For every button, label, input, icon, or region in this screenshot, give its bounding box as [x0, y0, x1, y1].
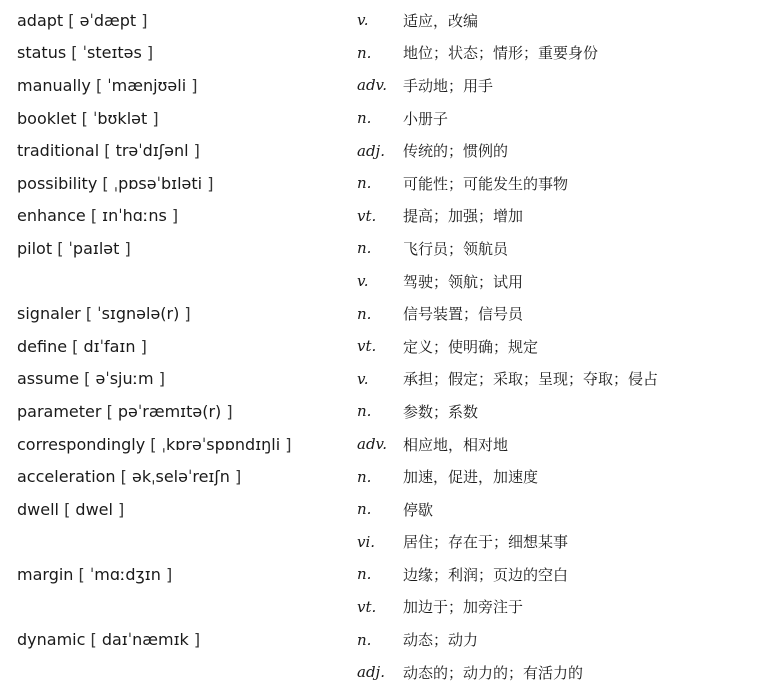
part-of-speech: n.	[357, 239, 372, 258]
headword: dwell	[17, 499, 59, 519]
vocab-entry	[0, 493, 768, 526]
phonetic: ˌkɒrəˈspɒndɪŋli	[161, 434, 281, 454]
part-of-speech: n.	[357, 467, 372, 486]
vocab-entry	[0, 297, 768, 330]
headword-cell: booklet [ ˈbʊklət ]	[17, 108, 159, 128]
vocab-entry	[0, 37, 768, 70]
headword: enhance	[17, 206, 86, 226]
headword-cell: adapt [ əˈdæpt ]	[17, 10, 148, 30]
headword-cell: manually [ ˈmænjʊəli ]	[17, 75, 198, 95]
part-of-speech: adj.	[357, 141, 385, 160]
meaning: 加边于；加旁注于	[403, 598, 524, 617]
vocab-entry	[0, 330, 768, 363]
meaning: 信号装置；信号员	[403, 305, 524, 324]
phonetic: ˈmænjʊəli	[107, 75, 187, 95]
headword: margin	[17, 564, 74, 584]
headword-cell: dwell [ dwel ]	[17, 499, 125, 519]
vocab-entry	[0, 102, 768, 135]
headword-cell: status [ ˈsteɪtəs ]	[17, 43, 154, 63]
vocab-entry	[0, 363, 768, 396]
vocab-entry	[0, 232, 768, 265]
part-of-speech: n.	[357, 304, 372, 323]
meaning: 可能性；可能发生的事物	[403, 174, 569, 193]
headword: assume	[17, 369, 80, 389]
part-of-speech: n.	[357, 109, 372, 128]
phonetic: əkˌseləˈreɪʃn	[131, 467, 230, 487]
headword-cell: pilot [ ˈpaɪlət ]	[17, 238, 131, 258]
vocab-entry-continued	[0, 591, 768, 624]
part-of-speech: vt.	[357, 597, 377, 616]
phonetic: ɪnˈhɑːns	[102, 206, 167, 226]
headword: parameter	[17, 401, 102, 421]
phonetic: ˌpɒsəˈbɪləti	[113, 173, 203, 193]
vocab-entry	[0, 69, 768, 102]
vocab-entry	[0, 134, 768, 167]
phonetic: dɪˈfaɪn	[83, 336, 136, 356]
phonetic: əˈsjuːm	[95, 369, 154, 389]
meaning: 手动地；用手	[403, 76, 494, 95]
meaning: 参数；系数	[403, 402, 479, 421]
part-of-speech: adv.	[357, 76, 388, 95]
part-of-speech: vi.	[357, 532, 376, 551]
vocab-entry-continued	[0, 265, 768, 298]
headword: status	[17, 43, 67, 63]
vocab-entry	[0, 460, 768, 493]
headword-cell: correspondingly [ ˌkɒrəˈspɒndɪŋli ]	[17, 434, 292, 454]
phonetic: pəˈræmɪtə(r)	[117, 401, 222, 421]
part-of-speech: n.	[357, 565, 372, 584]
part-of-speech: vt.	[357, 337, 377, 356]
meaning: 边缘；利润；页边的空白	[403, 565, 569, 584]
headword-cell: assume [ əˈsjuːm ]	[17, 369, 165, 389]
headword: manually	[17, 75, 91, 95]
phonetic: dwel	[75, 499, 113, 519]
phonetic: ˈbʊklət	[92, 108, 148, 128]
headword: define	[17, 336, 68, 356]
headword-cell: enhance [ ɪnˈhɑːns ]	[17, 206, 179, 226]
part-of-speech: adj.	[357, 663, 385, 682]
phonetic: ˈmɑːdʒɪn	[89, 564, 161, 584]
vocab-entry	[0, 167, 768, 200]
meaning: 动态的；动力的；有活力的	[403, 663, 584, 682]
headword: acceleration	[17, 467, 116, 487]
headword-cell: dynamic [ daɪˈnæmɪk ]	[17, 630, 201, 650]
part-of-speech: n.	[357, 43, 372, 62]
phonetic: ˈsɪgnələ(r)	[97, 304, 180, 324]
headword-cell: signaler [ ˈsɪgnələ(r) ]	[17, 304, 191, 324]
part-of-speech: n.	[357, 174, 372, 193]
meaning: 定义；使明确；规定	[403, 337, 539, 356]
phonetic: ˈsteɪtəs	[82, 43, 142, 63]
headword-cell: define [ dɪˈfaɪn ]	[17, 336, 147, 356]
meaning: 地位；状态；情形；重要身份	[403, 44, 599, 63]
phonetic: daɪˈnæmɪk	[101, 630, 189, 650]
part-of-speech: v.	[357, 369, 369, 388]
meaning: 提高；加强；增加	[403, 207, 524, 226]
meaning: 传统的；惯例的	[403, 142, 509, 161]
part-of-speech: n.	[357, 630, 372, 649]
part-of-speech: n.	[357, 500, 372, 519]
vocab-entry-continued	[0, 526, 768, 559]
part-of-speech: n.	[357, 402, 372, 421]
vocab-entry	[0, 623, 768, 656]
vocab-entry	[0, 395, 768, 428]
meaning: 驾驶；领航；试用	[403, 272, 524, 291]
headword: correspondingly	[17, 434, 146, 454]
part-of-speech: adv.	[357, 435, 388, 454]
headword: pilot	[17, 238, 53, 258]
part-of-speech: v.	[357, 11, 369, 30]
phonetic: əˈdæpt	[79, 10, 137, 30]
vocab-entry	[0, 428, 768, 461]
headword-cell: margin [ ˈmɑːdʒɪn ]	[17, 564, 173, 584]
meaning: 居住；存在于；细想某事	[403, 533, 569, 552]
meaning: 动态；动力	[403, 631, 479, 650]
vocab-entry	[0, 4, 768, 37]
vocab-entry-continued	[0, 656, 768, 689]
vocab-entry	[0, 200, 768, 233]
headword-cell: traditional [ trəˈdɪʃənl ]	[17, 141, 200, 161]
phonetic: trəˈdɪʃənl	[115, 141, 189, 161]
meaning: 小册子	[403, 109, 449, 128]
headword-cell: parameter [ pəˈræmɪtə(r) ]	[17, 401, 233, 421]
headword: adapt	[17, 10, 64, 30]
part-of-speech: vt.	[357, 206, 377, 225]
meaning: 飞行员；领航员	[403, 239, 509, 258]
meaning: 承担；假定；采取；呈现；夺取；侵占	[403, 370, 659, 389]
meaning: 加速，促进，加速度	[403, 468, 539, 487]
headword-cell: possibility [ ˌpɒsəˈbɪləti ]	[17, 173, 214, 193]
headword: dynamic	[17, 630, 86, 650]
phonetic: ˈpaɪlət	[68, 238, 120, 258]
headword: booklet	[17, 108, 77, 128]
part-of-speech: v.	[357, 272, 369, 291]
meaning: 相应地，相对地	[403, 435, 509, 454]
headword-cell: acceleration [ əkˌseləˈreɪʃn ]	[17, 467, 242, 487]
meaning: 适应，改编	[403, 11, 479, 30]
headword: signaler	[17, 304, 81, 324]
vocab-entry	[0, 558, 768, 591]
headword: traditional	[17, 141, 100, 161]
meaning: 停歇	[403, 500, 434, 519]
headword: possibility	[17, 173, 98, 193]
